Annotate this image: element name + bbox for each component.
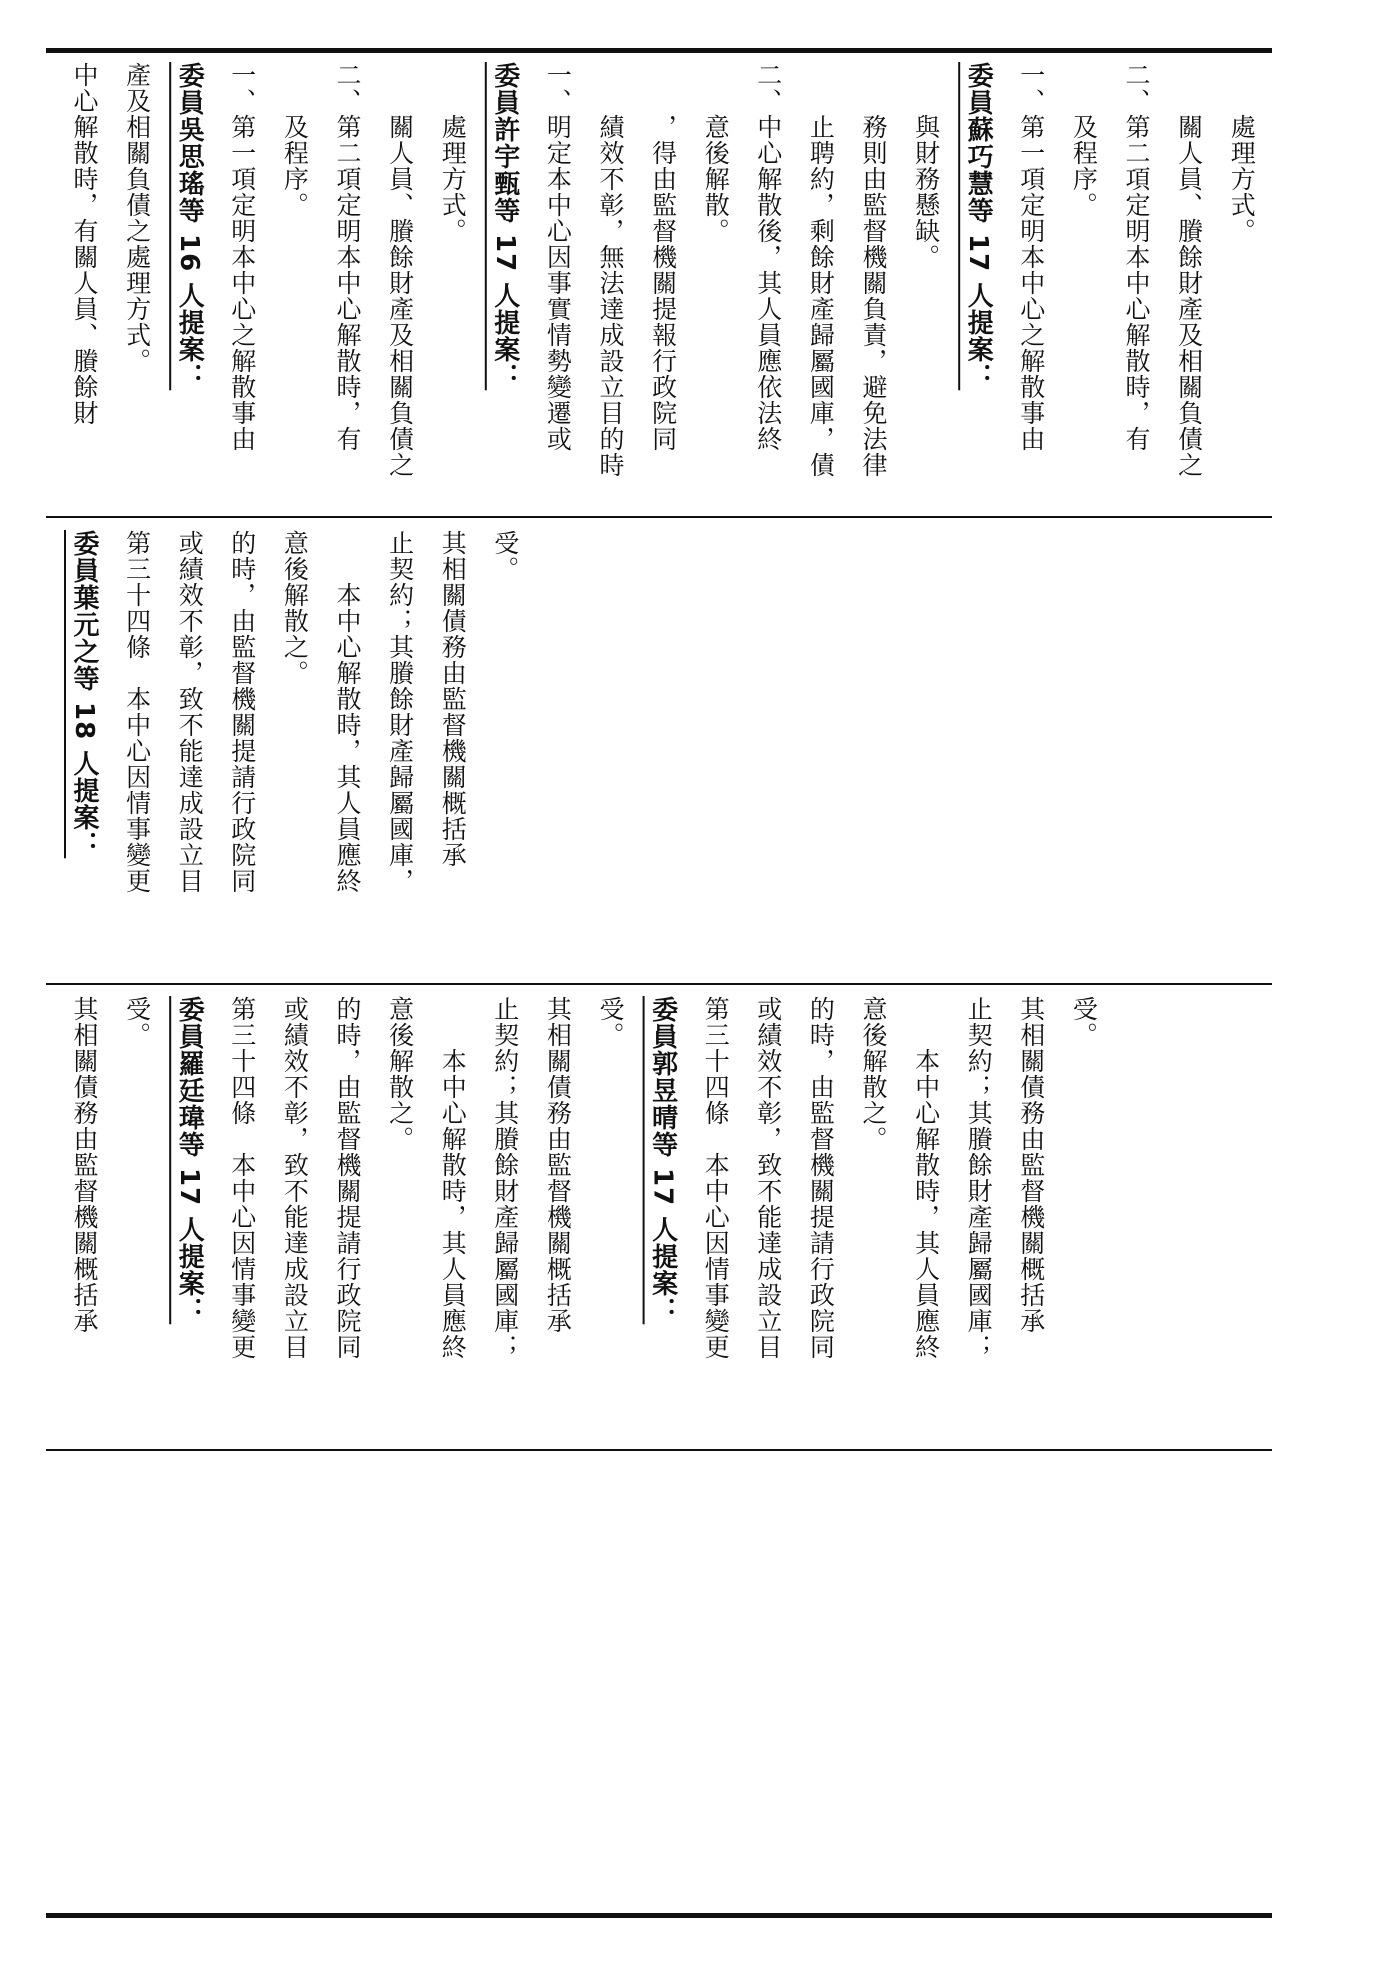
text-line: 務則由監督機關負責，避免法律 [859, 62, 888, 478]
text-line: 或績效不彰，致不能達成設立目 [753, 996, 783, 1360]
text-line: 受。 [122, 996, 152, 1048]
text-line: 本中心解散時，其人員應終 [333, 530, 362, 894]
text-line: 與財務懸缺。 [911, 62, 941, 270]
text-line: ，得由監督機關提報行政院同 [648, 62, 678, 452]
text-line: 二、第二項定明本中心解散時，有 [333, 62, 362, 452]
rule-between-right-and-middle [46, 516, 1272, 518]
text-line: 二、中心解散後，其人員應依法終 [753, 62, 783, 452]
text-line: 意後解散。 [701, 62, 731, 244]
text-line: 其相關債務由監督機關概括承 [438, 530, 468, 868]
text-line: 其相關債務由監督機關概括承 [543, 996, 573, 1334]
text-line: 產及相關負債之處理方式。 [122, 62, 152, 374]
text-line: 二、第二項定明本中心解散時，有 [1122, 62, 1151, 452]
text-line: 意後解散之。 [859, 996, 888, 1152]
text-line: 一、第一項定明本中心之解散事由 [1016, 62, 1046, 452]
text-line: 的時，由監督機關提請行政院同 [806, 996, 836, 1360]
text-line: 止契約；其賸餘財產歸屬國庫； [964, 996, 994, 1360]
text-line: 本中心解散時，其人員應終 [911, 996, 941, 1360]
text-line: 受。 [490, 530, 520, 582]
text-line: 一、第一項定明本中心之解散事由 [227, 62, 257, 452]
text-line: 及程序。 [280, 62, 310, 218]
bottom-rule [46, 1913, 1272, 1918]
text-line: 中心解散時，有關人員、賸餘財 [70, 62, 99, 426]
text-line: 或績效不彰，致不能達成設立目 [280, 996, 310, 1360]
text-line: 意後解散之。 [385, 996, 415, 1152]
text-line: 第三十四條 本中心因情事變更 [227, 996, 257, 1360]
text-line: 止契約；其賸餘財產歸屬國庫， [385, 530, 415, 894]
proposer-heading: 委員葉元之等 18 人提案： [69, 530, 99, 859]
text-line: 其相關債務由監督機關概括承 [70, 996, 99, 1334]
proposer-heading: 委員羅廷瑋等 17 人提案： [174, 996, 205, 1325]
text-line: 一、明定本中心因事實情勢變遷或 [543, 62, 573, 452]
proposer-heading: 委員郭昱晴等 17 人提案： [647, 996, 678, 1325]
text-line: 處理方式。 [1227, 62, 1257, 244]
left-section [56, 996, 1266, 1442]
text-line: 關人員、賸餘財產及相關負債之 [1174, 62, 1204, 478]
proposer-heading: 委員許宇甄等 17 人提案： [489, 62, 520, 391]
text-line: 第三十四條 本中心因情事變更 [122, 530, 152, 894]
text-line: 及程序。 [1069, 62, 1099, 218]
proposer-heading: 委員吳思瑤等 16 人提案： [174, 62, 205, 391]
text-line: 或績效不彰，致不能達成設立目 [175, 530, 205, 894]
text-line: 本中心解散時，其人員應終 [438, 996, 468, 1360]
text-line: 意後解散之。 [280, 530, 310, 686]
text-line: 止契約；其賸餘財產歸屬國庫； [490, 996, 520, 1360]
text-line: 績效不彰，無法達成設立目的時 [596, 62, 625, 478]
text-line: 的時，由監督機關提請行政院同 [333, 996, 362, 1360]
text-line: 處理方式。 [438, 62, 468, 244]
text-line: 止聘約，剩餘財產歸屬國庫，債 [806, 62, 836, 478]
text-line: 其相關債務由監督機關概括承 [1016, 996, 1046, 1334]
text-line: 第三十四條 本中心因情事變更 [701, 996, 731, 1360]
rule-below-left [46, 1449, 1272, 1451]
text-line: 關人員、賸餘財產及相關負債之 [385, 62, 415, 478]
text-line: 受。 [596, 996, 625, 1048]
rule-between-middle-and-left [46, 983, 1272, 985]
text-line: 的時，由監督機關提請行政院同 [227, 530, 257, 894]
middle-section [56, 530, 1266, 976]
text-line: 受。 [1069, 996, 1099, 1048]
proposer-heading: 委員蘇巧慧等 17 人提案： [963, 62, 994, 391]
top-rule [46, 48, 1272, 53]
right-section [56, 62, 1266, 508]
